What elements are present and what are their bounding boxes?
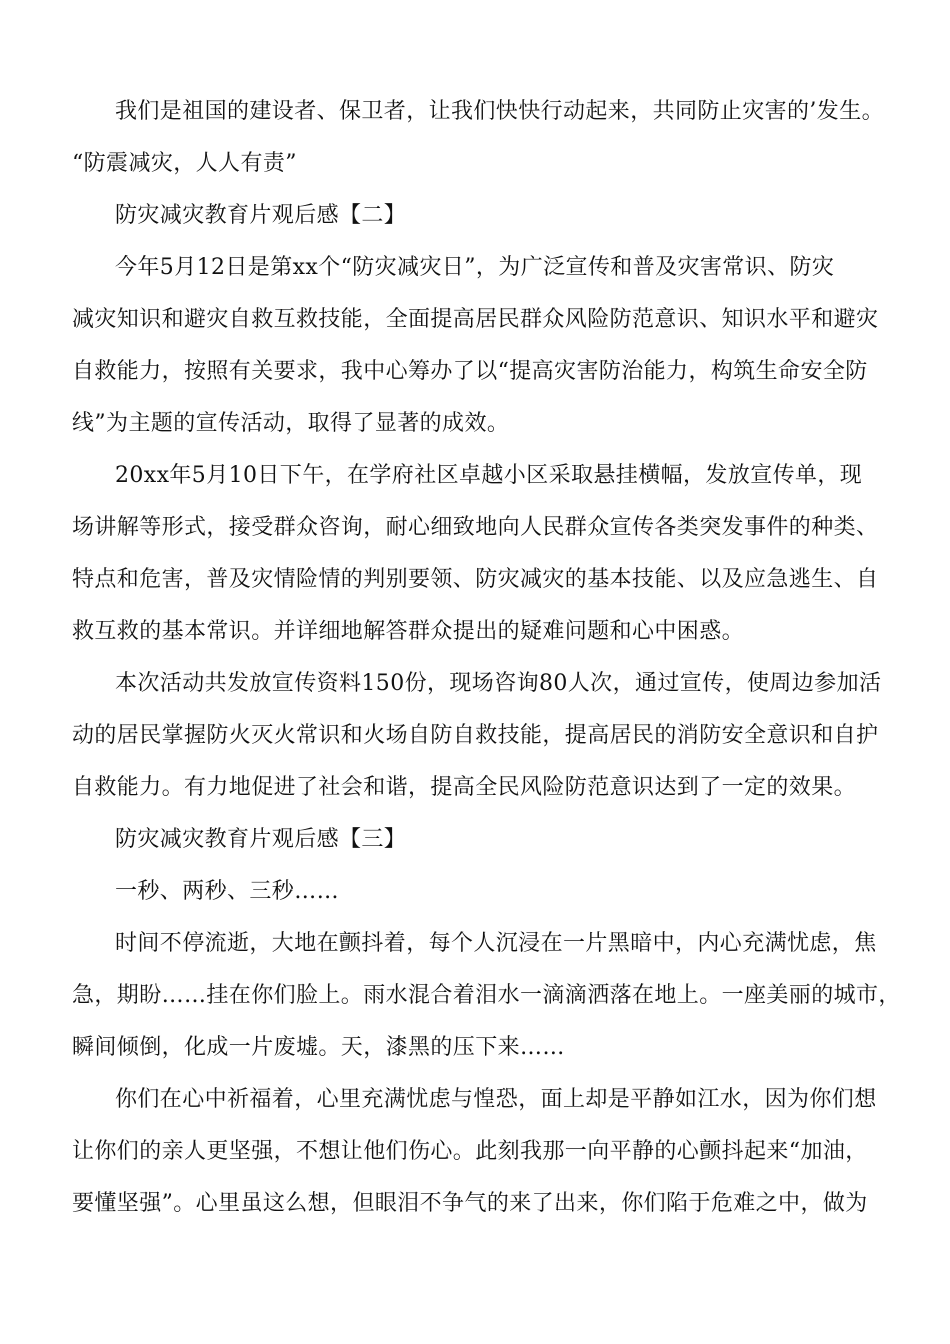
text-line: 自救能力。有力地促进了社会和谐，提高全民风险防范意识达到了一定的效果。: [72, 775, 857, 800]
section-heading: 防灾减灾教育片观后感【三】: [115, 827, 407, 852]
text-line: 时间不停流逝，大地在颤抖着，每个人沉浸在一片黑暗中，内心充满忧虑，焦: [115, 931, 877, 956]
text-line: “防震减灾，人人有责”: [72, 151, 297, 176]
text-line: 要懂坚强”。心里虽这么想，但眼泪不争气的来了出来，你们陷于危难之中，做为: [72, 1191, 868, 1216]
text-line: 救互救的基本常识。并详细地解答群众提出的疑难问题和心中困惑。: [72, 619, 745, 644]
text-line: 线”为主题的宣传活动，取得了显著的成效。: [72, 411, 510, 436]
text-line: 让你们的亲人更坚强，不想让他们伤心。此刻我那一向平静的心颤抖起来“加油，: [72, 1139, 868, 1164]
text-line: 场讲解等形式，接受群众咨询，耐心细致地向人民群众宣传各类突发事件的种类、: [72, 515, 879, 540]
text-line: 急，期盼……挂在你们脸上。雨水混合着泪水一滴滴洒落在地上。一座美丽的城市，: [72, 983, 901, 1008]
text-line: 自救能力，按照有关要求，我中心筹办了以“提高灾害防治能力，构筑生命安全防: [72, 359, 868, 384]
text-line: 本次活动共发放宣传资料150份，现场咨询80人次，通过宣传，使周边参加活: [115, 671, 882, 696]
text-line: 我们是祖国的建设者、保卫者，让我们快快行动起来，共同防止灾害的’发生。: [115, 99, 884, 124]
text-line: 特点和危害，普及灾情险情的判别要领、防灾减灾的基本技能、以及应急逃生、自: [72, 567, 879, 592]
text-line: 一秒、两秒、三秒……: [115, 879, 340, 904]
text-line: 动的居民掌握防火灭火常识和火场自防自救技能，提高居民的消防安全意识和自护: [72, 723, 879, 748]
text-line: 你们在心中祈福着，心里充满忧虑与惶恐，面上却是平静如江水，因为你们想: [115, 1087, 877, 1112]
text-line: 瞬间倾倒，化成一片废墟。天，漆黑的压下来……: [72, 1035, 565, 1060]
text-line: 减灾知识和避灾自救互救技能，全面提高居民群众风险防范意识、知识水平和避灾: [72, 307, 879, 332]
text-line: 20xx年5月10日下午，在学府社区卓越小区采取悬挂横幅，发放宣传单，现: [115, 463, 863, 488]
section-heading: 防灾减灾教育片观后感【二】: [115, 203, 407, 228]
text-line: 今年5月12日是第xx个“防灾减灾日”，为广泛宣传和普及灾害常识、防灾: [115, 255, 835, 280]
